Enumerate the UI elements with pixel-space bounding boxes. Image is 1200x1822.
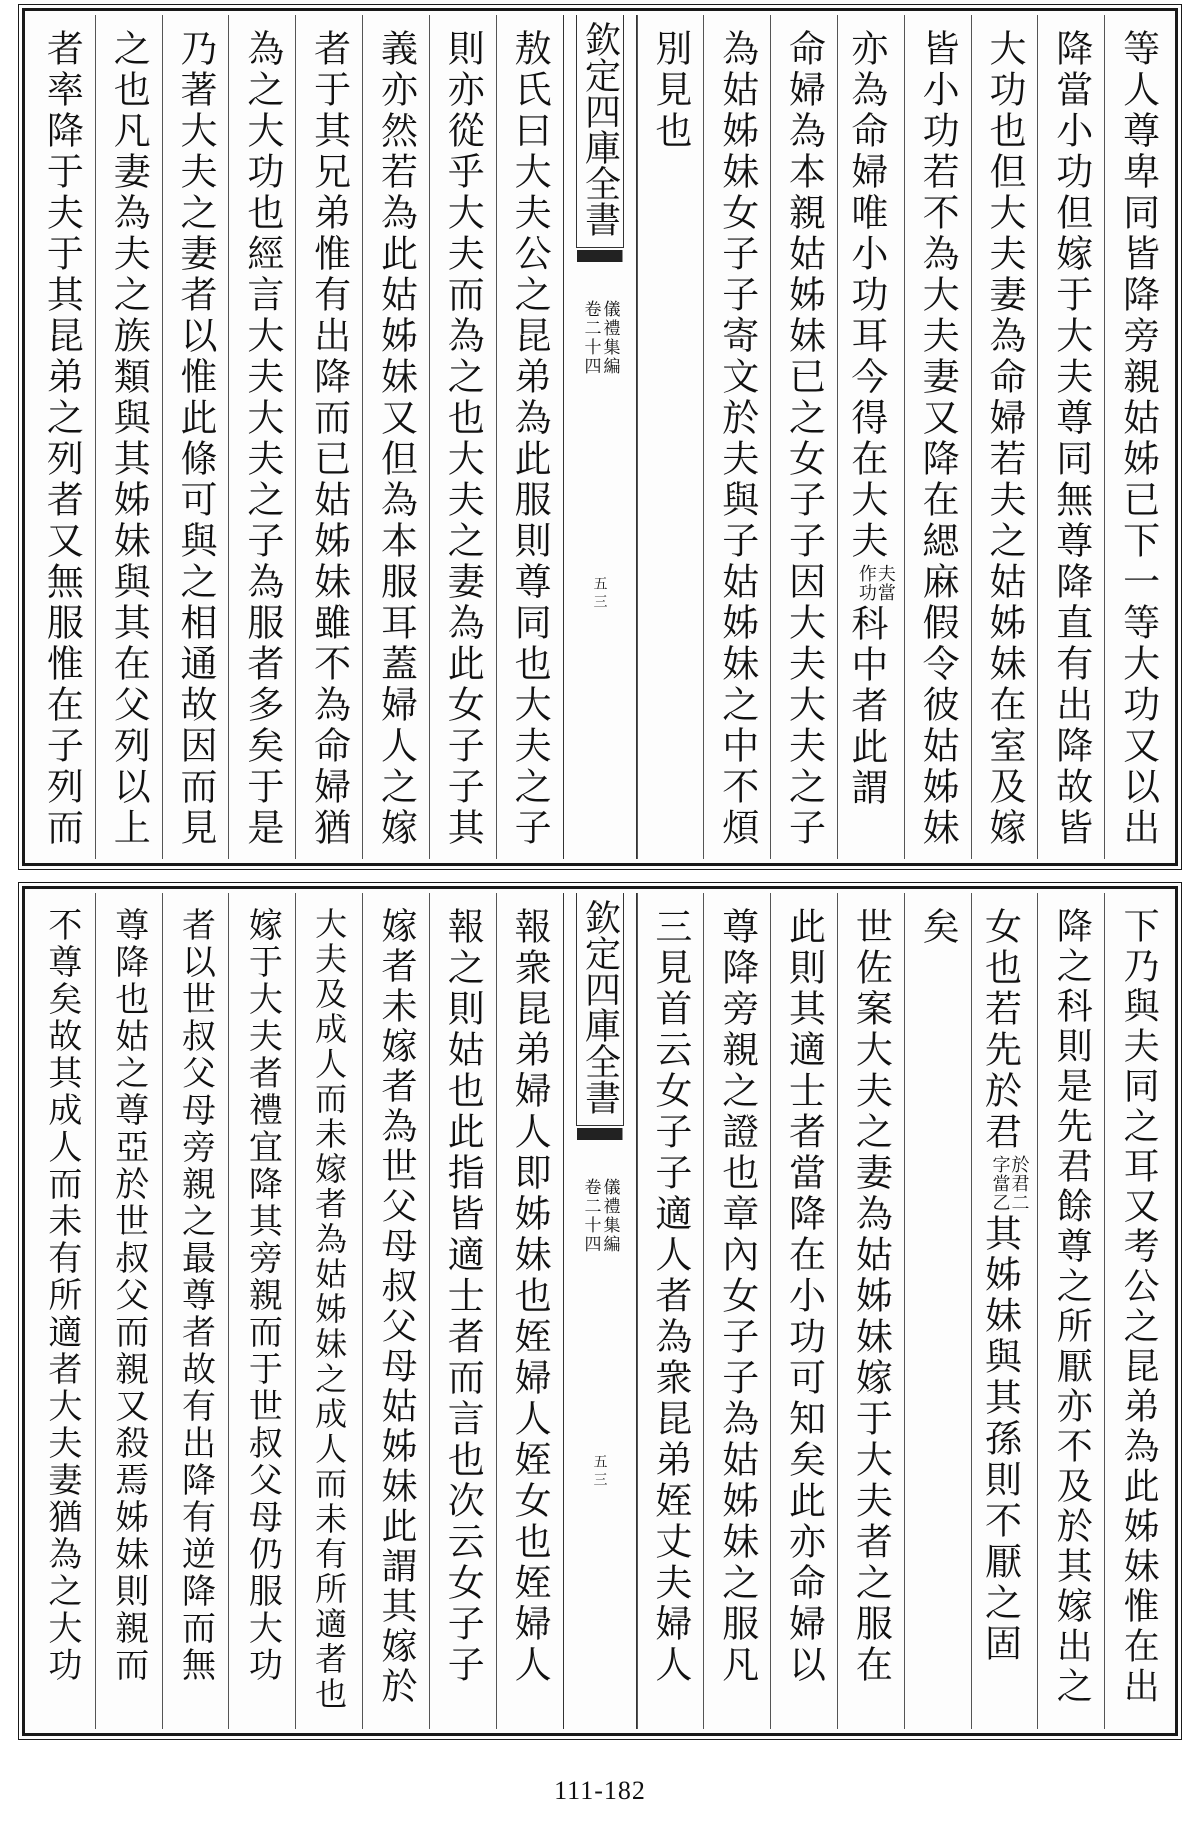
column-text: 降當小功但嫁于大夫尊同無尊降直有出降故皆 xyxy=(1049,29,1093,849)
text-column xyxy=(228,893,295,1729)
column-text: 其姊妹與其孫則不厭之固 xyxy=(978,1214,1022,1665)
text-column xyxy=(904,893,971,1729)
book-title: 儀禮集編 xyxy=(599,300,620,376)
column-text: 不尊矣故其成人而未有所適者大夫妻猶為之大功 xyxy=(41,907,82,1684)
text-column xyxy=(1104,893,1171,1729)
text-column xyxy=(228,15,295,859)
column-text: 別見也 xyxy=(648,29,692,152)
text-column xyxy=(162,15,229,859)
column-text: 尊降也姑之尊亞於世叔父而親又殺焉姊妹則親而 xyxy=(108,907,149,1684)
column-text: 為之大功也經言大夫大夫之子為服者多矣于是 xyxy=(240,29,284,849)
text-column xyxy=(971,15,1038,859)
column-text: 下乃與夫同之耳又考公之昆弟為此姊妹惟在出 xyxy=(1118,907,1160,1707)
page-number: 111-182 xyxy=(554,1776,646,1805)
text-column xyxy=(1104,15,1171,859)
text-column xyxy=(703,893,770,1729)
column-text: 敖氏曰大夫公之昆弟為此服則尊同也大夫之子 xyxy=(508,29,552,849)
bottom-page-columns xyxy=(29,893,1171,1729)
text-column xyxy=(429,893,496,1729)
column-text: 科中者此謂 xyxy=(844,604,888,809)
fishtail-mark-icon xyxy=(577,1128,623,1168)
column-text: 嫁者未嫁者為世父母叔父母姑姊妹此謂其嫁於 xyxy=(375,907,417,1707)
column-text: 之也凡妻為夫之族類與其姊妹與其在父列以上 xyxy=(107,29,151,849)
text-column xyxy=(703,15,770,859)
text-column xyxy=(837,893,904,1729)
column-text: 三見首云女子子適人者為衆昆弟姪丈夫婦人 xyxy=(648,907,692,1686)
column-text: 世佐案大夫之妻為姑姊妹嫁于大夫者之服在 xyxy=(849,907,893,1686)
text-column xyxy=(29,15,95,859)
text-column xyxy=(429,15,496,859)
note-line: 於君二 xyxy=(1008,1155,1030,1212)
text-column xyxy=(904,15,971,859)
leaf-number: 五三 xyxy=(591,1454,608,1490)
text-column xyxy=(362,893,429,1729)
column-text: 報之則姑也此指皆適士者而言也次云女子子 xyxy=(441,907,485,1686)
column-text: 大夫及成人而未嫁者為姑姊妹之成人而未有所適者也 xyxy=(310,907,349,1712)
column-text: 則亦從乎大夫而為之也大夫之妻為此女子子其 xyxy=(441,29,485,849)
text-column xyxy=(1037,15,1104,859)
text-column xyxy=(295,893,362,1729)
column-text: 皆小功若不為大夫妻又降在緦麻假令彼姑姊妹 xyxy=(916,29,960,849)
column-text: 為姑姊妹女子子寄文於夫與子姑姊妹之中不煩 xyxy=(715,29,759,849)
series-title: 欽定四庫全書 xyxy=(576,893,624,1126)
center-fold-column xyxy=(563,893,637,1729)
text-column xyxy=(162,893,229,1729)
center-fold-column xyxy=(563,15,637,859)
column-text: 尊降旁親之證也章內女子子為姑姊妹之服凡 xyxy=(715,907,759,1686)
series-title: 欽定四庫全書 xyxy=(576,15,624,248)
text-column xyxy=(95,15,162,859)
text-column xyxy=(29,893,95,1729)
column-text: 命婦為本親姑姊妹已之女子子因大夫大夫之子 xyxy=(782,29,826,849)
column-text: 者于其兄弟惟有出降而已姑姊妹雖不為命婦猶 xyxy=(307,29,351,849)
column-text: 矣 xyxy=(916,907,960,948)
leaf-number: 五三 xyxy=(591,576,608,612)
column-text: 亦為命婦唯小功耳今得在大夫 xyxy=(844,29,888,562)
column-text: 者以世叔父母旁親之最尊者故有出降有逆降而無 xyxy=(175,907,216,1684)
top-page-columns xyxy=(29,15,1171,859)
column-text: 者率降于夫于其昆弟之列者又無服惟在子列而 xyxy=(40,29,84,849)
bottom-page xyxy=(22,886,1178,1736)
column-text: 降之科則是先君餘尊之所厭亦不及於其嫁出之 xyxy=(1051,907,1093,1707)
text-column xyxy=(837,15,904,859)
note-line: 作功 xyxy=(855,564,877,602)
column-text: 等人尊卑同皆降旁親姑姊已下一等大功又以出 xyxy=(1116,29,1160,849)
text-column xyxy=(496,15,563,859)
text-column xyxy=(637,893,704,1729)
column-text: 嫁于大夫者禮宜降其旁親而于世叔父母仍服大功 xyxy=(242,907,283,1684)
text-column xyxy=(637,15,704,859)
column-text: 乃著大夫之妻者以惟此條可與之相通故因而見 xyxy=(174,29,218,849)
text-column xyxy=(362,15,429,859)
column-text: 報衆昆弟婦人即姊妹也姪婦人姪女也姪婦人 xyxy=(508,907,552,1686)
text-column xyxy=(971,893,1038,1729)
note-line: 夫當 xyxy=(874,564,896,602)
column-text: 義亦然若為此姑姊妹又但為本服耳蓋婦人之嫁 xyxy=(374,29,418,849)
top-page xyxy=(22,8,1178,866)
column-text: 大功也但大夫妻為命婦若夫之姑姊妹在室及嫁 xyxy=(982,29,1026,849)
text-column xyxy=(496,893,563,1729)
text-column xyxy=(770,15,837,859)
interlinear-note xyxy=(857,564,894,602)
note-line: 字當乙 xyxy=(989,1155,1011,1212)
interlinear-note xyxy=(989,1155,1030,1212)
column-text: 此則其適士者當降在小功可知矣此亦命婦以 xyxy=(782,907,826,1686)
volume-label: 卷二十四 xyxy=(580,1178,601,1254)
text-column xyxy=(1037,893,1104,1729)
volume-label: 卷二十四 xyxy=(580,300,601,376)
column-text: 女也若先於君 xyxy=(978,907,1022,1153)
book-title: 儀禮集編 xyxy=(599,1178,620,1254)
text-column xyxy=(95,893,162,1729)
text-column xyxy=(770,893,837,1729)
fishtail-mark-icon xyxy=(577,250,623,290)
text-column xyxy=(295,15,362,859)
